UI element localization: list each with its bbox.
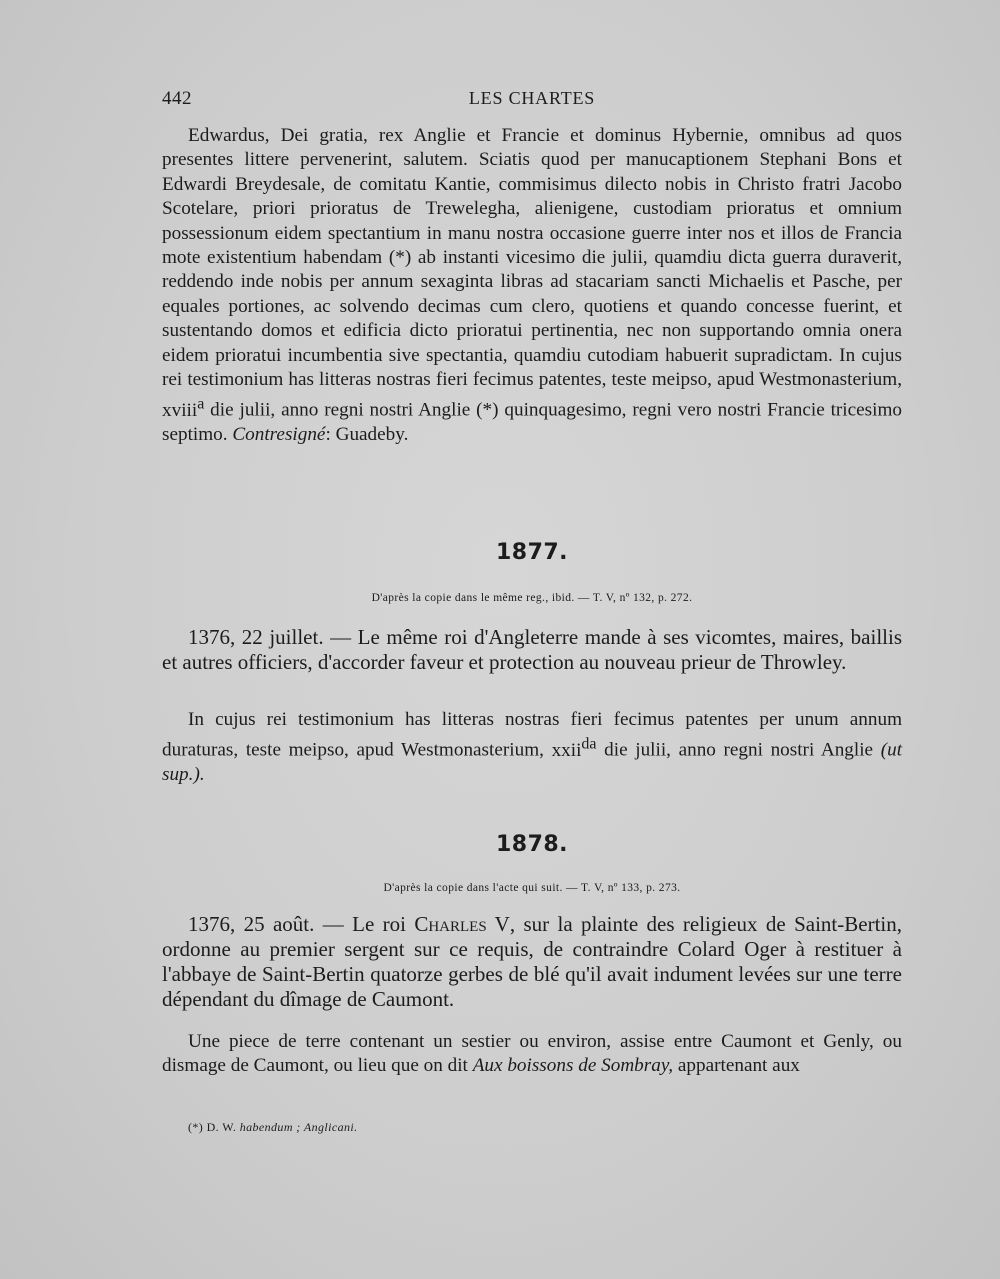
charter-text-1878: Une piece de terre contenant un sestier ou environ, assise entre Caumont et Genly, ou dismage de Caumont, ou lieu que on dit Aux boissons de Sombray, appartenant aux	[162, 1031, 902, 1077]
footnote-marker: (*)	[188, 1120, 204, 1134]
date-numeral: xxii$^{da}$	[551, 735, 597, 761]
charter-text-1877: In cujus rei testimonium has litteras nostras fieri fecimus patentes per unum annum duraturas, teste meipso, apud Westmonasterium, xxii$^{da}$ die julii, anno regni nostri Anglie (ut sup.).	[162, 709, 903, 786]
page-header	[162, 88, 902, 114]
running-title: LES CHARTES	[468, 88, 596, 108]
source-note-1878: D'après la copie dans l'acte qui suit. — T. V, nº 133, p. 273.	[383, 882, 681, 894]
summary-1878: 1376, 25 août. — Le roi Charles V, sur la plainte des religieux de Saint-Bertin, ordonne au premier sergent sur ce requis, de contraindre Colard Oger à restituer à l'abbaye de Saint-Bertin quatorze gerbes de blé qu'il avait indument levées sur une terre dépendant du dîmage de Caumont.	[162, 912, 902, 1011]
contresigne-label: Contresigné	[232, 424, 326, 446]
king-name: Charles V	[414, 912, 510, 936]
charter-number-1877: 1877.	[495, 540, 569, 565]
preceding-charter-text	[162, 124, 902, 448]
charter-number-1878: 1878.	[495, 832, 569, 857]
source-note-1877: D'après la copie dans le même reg., ibid. — T. V, nº 132, p. 272.	[371, 592, 693, 604]
footnote: (*) D. W. habendum ; Anglicani.	[188, 1120, 358, 1134]
date-numeral: xviii$^a$	[162, 395, 205, 421]
charter-paragraph: Edwardus, Dei gratia, rex Anglie et Francie et dominus Hybernie, omnibus ad quos presentes littere pervenerint, salutem. Sciatis quod per manucaptionem Stephani Bons et Edwardi Breydesale, de comitatu Kantie, commisimus dilecto nobis in Christo fratri Jacobo Scotelare, priori prioratus de Trewelegha, alienigene, custodiam prioratus et omnium possessionum eidem spectantium in manu nostra occasione guerre inter nos et illos de Francia mote existentium habendam (*) ab instanti vicesimo die julii, quamdiu dicta guerra duraverit, reddendo inde nobis per annum sexaginta libras ad stacariam sancti Michaelis et Pasche, per equales portiones, ac solvendo decimas cum clero, quotiens et quando concesse fuerint, et sustentando domos et edificia dicto prioratui pertinentia, nec non supportando omnia onera eidem prioratui incumbentia sive spectantia, quamdiu cutodiam habuerit supradictam. In cujus rei testimonium has litteras nostras fieri fecimus patentes, teste meipso, apud Westmonasterium, xviii$^a$ die julii, anno regni nostri Anglie (*) quinquagesimo, regni vero nostri Francie tricesimo septimo. Contresigné: Guadeby.	[162, 125, 902, 446]
summary-1877: 1376, 22 juillet. — Le même roi d'Angleterre mande à ses vicomtes, maires, baillis et autres officiers, d'accorder faveur et protection au nouveau prieur de Throwley.	[162, 625, 902, 674]
page-number: 442	[162, 88, 192, 109]
